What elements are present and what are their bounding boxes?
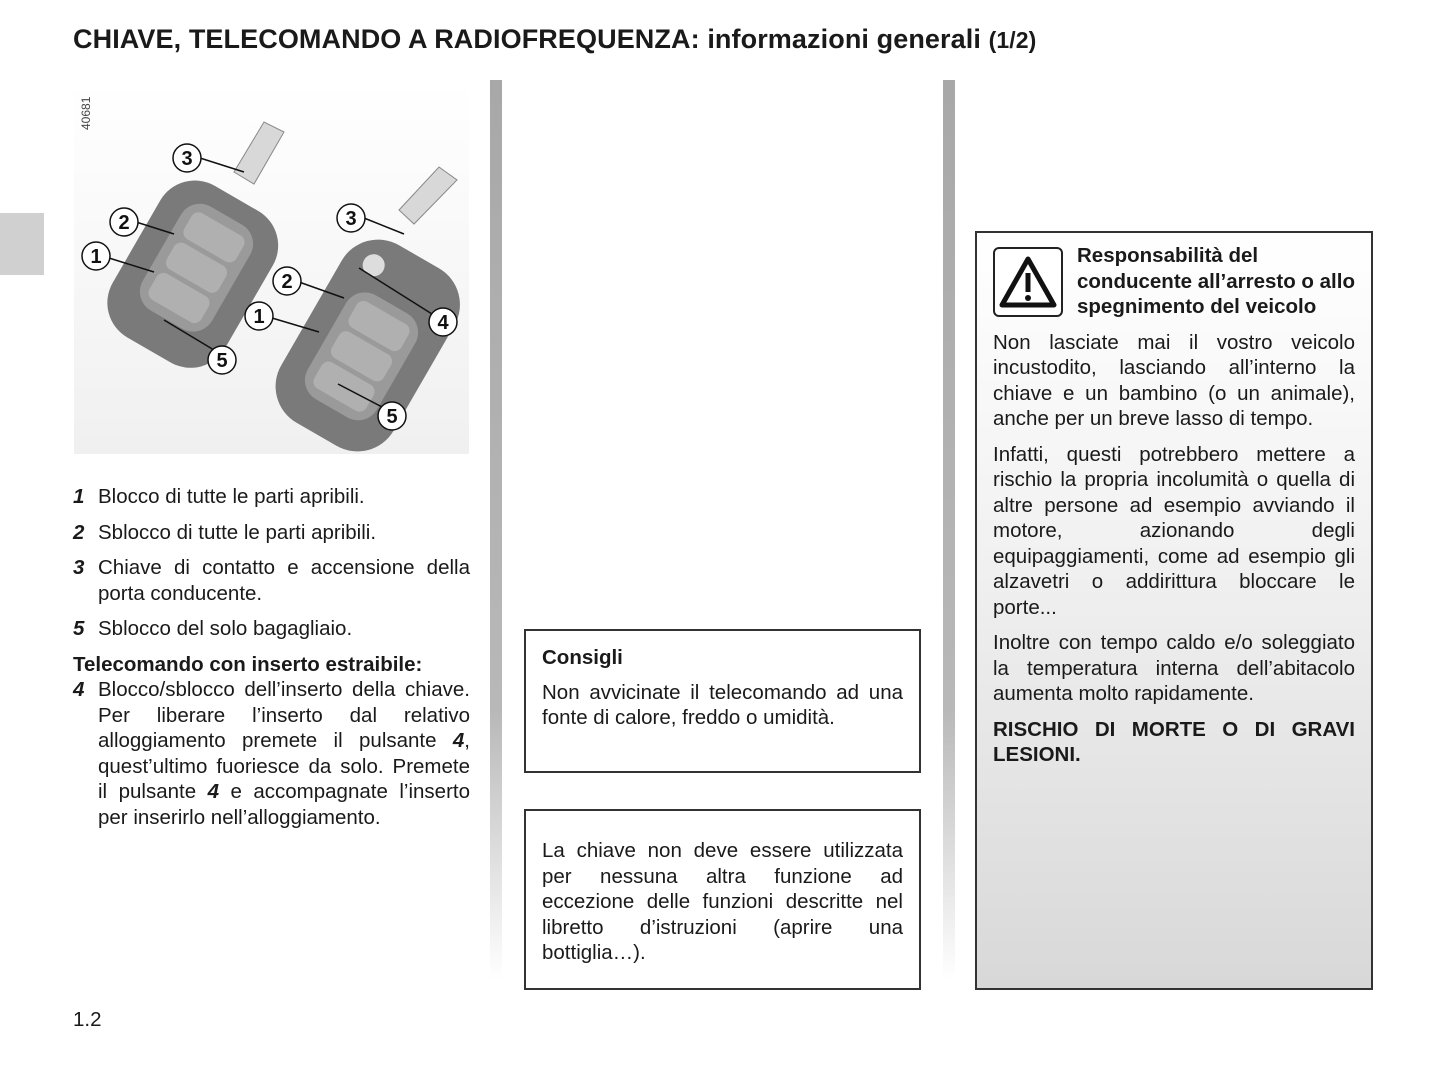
page-number: 1.2: [73, 1008, 102, 1031]
callout-2: 2: [281, 271, 293, 293]
warning-paragraph: Non lasciate mai il vostro veicolo incustodito, lasciando all’interno la chiave e un bambino (o un animale), anche per un breve lasso di tempo.: [993, 330, 1355, 430]
callout-5: 5: [216, 350, 228, 372]
column-divider: [943, 80, 955, 980]
legend-item: 3 Chiave di contatto e accensione della porta conducente.: [73, 556, 470, 605]
note-text: La chiave non deve essere utilizzata per nessuna altra funzione ad eccezione delle funzioni descritte nel libretto d’istruzioni (aprire una bottiglia…).: [542, 839, 903, 964]
warning-title: Responsabilità del conducente all’arresto o allo spegnimento del veicolo: [1077, 244, 1355, 318]
legend-item: 4 Blocco/sblocco dell’inserto della chiave. Per liberare l’inserto dal relativo alloggiamento premete il pulsante 4, quest’ultimo fuoriesce da solo. Premete il pulsante 4 e accompagnate l’inserto per inserirlo nell’alloggiamento.: [73, 678, 470, 829]
callout-3: 3: [181, 148, 193, 170]
page-title: [73, 24, 1036, 55]
advice-box: [524, 629, 921, 773]
title-sub: informazioni generali: [707, 24, 981, 54]
warning-paragraph: Infatti, questi potrebbero mettere a rischio la propria incolumità o quella di altre persone ad esempio avviando il motore, azionando degli equipaggiamenti, come ad esempio gli alzavetri o addirittura bloccare le porte...: [993, 442, 1355, 619]
advice-text: Non avvicinate il telecomando ad una fonte di calore, freddo o umidità.: [542, 680, 903, 729]
key-illustration: [74, 82, 469, 454]
callout-5: 5: [386, 406, 398, 428]
callout-4: 4: [437, 312, 449, 334]
warning-triangle-icon: [993, 247, 1063, 317]
callout-1: 1: [90, 246, 102, 268]
advice-title: Consigli: [542, 646, 623, 669]
key-legend: [73, 484, 470, 840]
callout-2: 2: [118, 212, 130, 234]
legend-heading: Telecomando con inserto estraibile:: [73, 652, 423, 676]
illustration-ref: 40681: [79, 96, 93, 130]
section-tab: [0, 213, 44, 275]
warning-emphasis: RISCHIO DI MORTE O DI GRAVI LESIONI.: [993, 717, 1355, 766]
legend-item: 1 Blocco di tutte le parti apribili.: [73, 485, 365, 508]
title-main: CHIAVE, TELECOMANDO A RADIOFREQUENZA:: [73, 24, 700, 54]
legend-item: 5 Sblocco del solo bagagliaio.: [73, 617, 353, 640]
callout-3: 3: [345, 208, 357, 230]
warning-box: [975, 231, 1373, 990]
warning-paragraph: Inoltre con tempo caldo e/o soleggiato la temperatura interna dell’abitacolo aumenta molto rapidamente.: [993, 631, 1355, 705]
title-page-indicator: (1/2): [988, 27, 1037, 53]
note-box: [524, 809, 921, 990]
legend-item: 2 Sblocco di tutte le parti apribili.: [73, 520, 377, 544]
callout-1: 1: [253, 306, 265, 328]
column-divider: [490, 80, 502, 980]
